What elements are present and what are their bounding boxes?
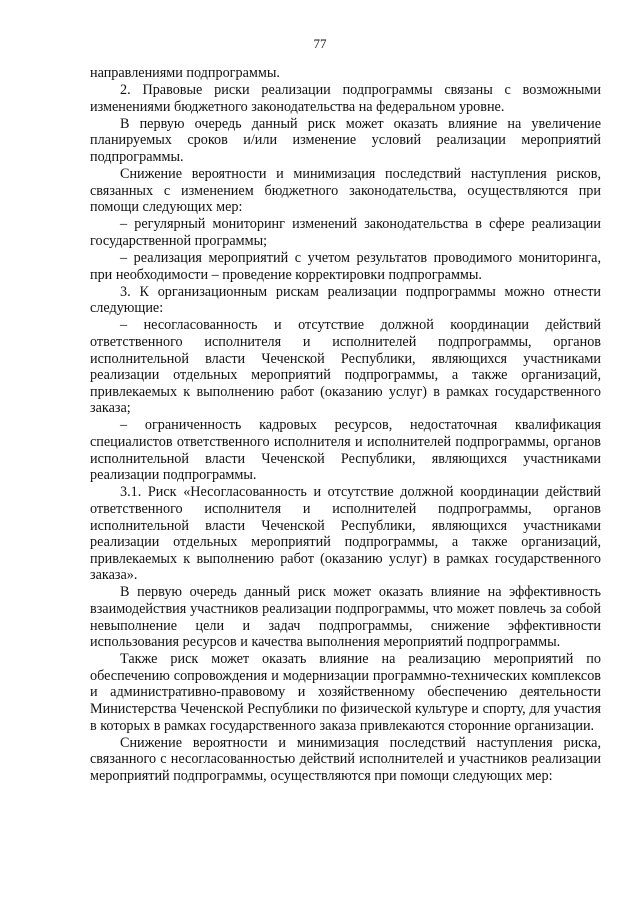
paragraph: – несогласованность и отсутствие должной координации действий ответственного исполнителя и исполнителей подпрограммы, органов исполнительной власти Чеченской Республики, являющихся участниками реализации отдельных мероприятий подпрограммы, а также организаций, привлекаемых к выполнению работ (оказанию услуг) в рамках государственного заказа; bbox=[90, 317, 601, 417]
paragraph: В первую очередь данный риск может оказать влияние на увеличение планируемых сроков и/или изменение условий реализации мероприятий подпрограммы. bbox=[90, 115, 601, 165]
body-text bbox=[90, 65, 601, 785]
paragraph: Снижение вероятности и минимизация последствий наступления рисков, связанных с изменением бюджетного законодательства, осуществляются при помощи следующих мер: bbox=[90, 166, 601, 216]
paragraph: В первую очередь данный риск может оказать влияние на эффективность взаимодействия участников реализации подпрограммы, что может повлечь за собой невыполнение цели и задач подпрограммы, снижение эффективности использования ресурсов и качества выполнения мероприятий подпрограммы. bbox=[90, 584, 601, 651]
paragraph: Также риск может оказать влияние на реализацию мероприятий по обеспечению сопровождения и модернизации программно-технических комплексов и административно-правовому и хозяйственному обеспечению деятельности Министерства Чеченской Республики по физической культуре и спорту, для участия в которых в рамках государственного заказа привлекаются сторонние организации. bbox=[90, 651, 601, 734]
page-number: 77 bbox=[313, 36, 327, 51]
paragraph: – регулярный мониторинг изменений законодательства в сфере реализации государственной программы; bbox=[90, 216, 601, 249]
paragraph: – ограниченность кадровых ресурсов, недостаточная квалификация специалистов ответственного исполнителя и исполнителей подпрограммы, органов исполнительной власти Чеченской Республики, являющихся участниками реализации подпрограммы. bbox=[90, 417, 601, 484]
paragraph: – реализация мероприятий с учетом результатов проводимого мониторинга, при необходимости – проведение корректировки подпрограммы. bbox=[90, 250, 601, 283]
paragraph: 3. К организационным рискам реализации подпрограммы можно отнести следующие: bbox=[90, 283, 601, 317]
paragraph: Снижение вероятности и минимизация последствий наступления риска, связанного с несогласованностью действий исполнителей и участников реализации мероприятий подпрограммы, осуществляются при помощи следующих мер: bbox=[90, 734, 601, 784]
paragraph: 2. Правовые риски реализации подпрограммы связаны с возможными изменениями бюджетного законодательства на федеральном уровне. bbox=[90, 82, 601, 115]
paragraph: 3.1. Риск «Несогласованность и отсутствие должной координации действий ответственного исполнителя и исполнителей подпрограммы, органов исполнительной власти Чеченской Республики, являющихся участниками реализации отдельных мероприятий подпрограммы, а также организаций, привлекаемых к выполнению работ (оказанию услуг) в рамках государственного заказа». bbox=[90, 484, 601, 584]
paragraph: направлениями подпрограммы. bbox=[90, 65, 280, 81]
